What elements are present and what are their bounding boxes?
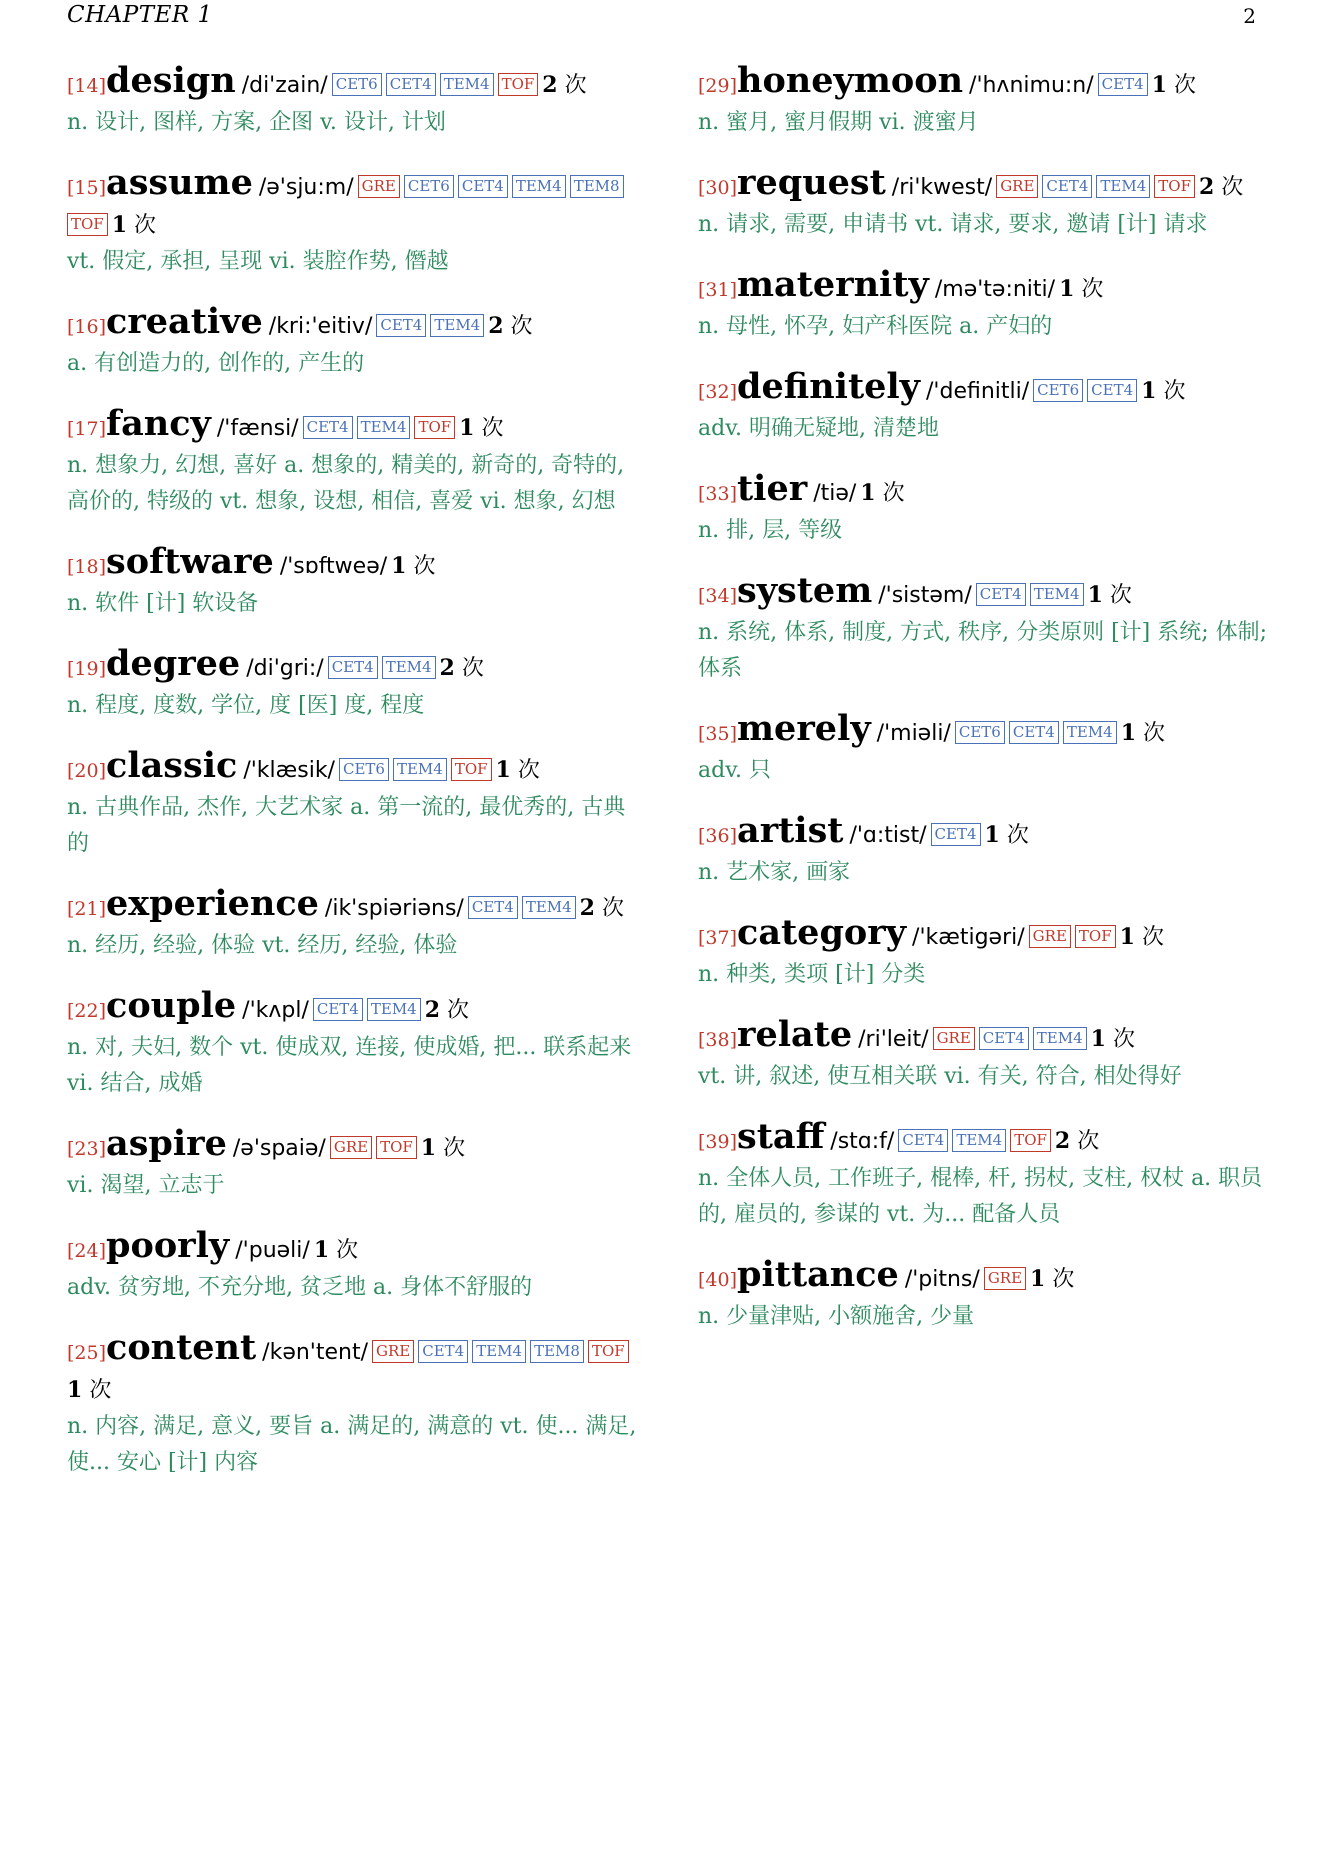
exam-tag: CET4 bbox=[376, 314, 426, 337]
occurrence-unit: 次 bbox=[134, 213, 157, 238]
exam-tag: CET4 bbox=[313, 998, 363, 1021]
phonetic: /'pitns/ bbox=[904, 1267, 980, 1292]
entry-headline bbox=[67, 747, 637, 790]
phonetic: /ə'spaiə/ bbox=[232, 1136, 326, 1161]
vocab-entry bbox=[698, 266, 1268, 345]
occurrence-count: 2 bbox=[542, 72, 558, 98]
entry-headline bbox=[698, 470, 1268, 513]
vocab-entry bbox=[67, 1329, 637, 1481]
exam-tag: CET4 bbox=[1042, 175, 1092, 198]
entry-headline bbox=[67, 164, 637, 244]
occurrence-unit: 次 bbox=[517, 758, 540, 783]
phonetic: /'kætigəri/ bbox=[912, 925, 1025, 950]
entry-headline bbox=[698, 266, 1268, 309]
entry-headline bbox=[67, 1125, 637, 1168]
exam-tag: TEM4 bbox=[1063, 721, 1117, 744]
entry-headline bbox=[698, 1256, 1268, 1299]
exam-tag: CET4 bbox=[303, 416, 353, 439]
vocab-entry bbox=[698, 470, 1268, 549]
headword: creative bbox=[106, 301, 263, 342]
entry-number: [20] bbox=[67, 760, 107, 782]
occurrence-unit: 次 bbox=[461, 656, 484, 681]
definition: n. 请求, 需要, 申请书 vt. 请求, 要求, 邀请 [计] 请求 bbox=[698, 212, 1208, 237]
vocab-entry bbox=[698, 1016, 1268, 1095]
headword: poorly bbox=[106, 1225, 230, 1266]
occurrence-count: 1 bbox=[111, 212, 128, 238]
exam-tag: CET4 bbox=[979, 1027, 1029, 1050]
phonetic: /'ɑ:tist/ bbox=[849, 823, 927, 848]
entry-number: [17] bbox=[67, 418, 107, 440]
exam-tag: CET4 bbox=[468, 896, 518, 919]
occurrence-unit: 次 bbox=[1221, 175, 1244, 200]
occurrence-count: 2 bbox=[579, 895, 595, 921]
exam-tag: CET4 bbox=[1087, 379, 1137, 402]
vocab-entry bbox=[698, 812, 1268, 891]
exam-tag: CET6 bbox=[332, 73, 382, 96]
entry-number: [40] bbox=[698, 1269, 738, 1291]
occurrence-count: 2 bbox=[1198, 174, 1215, 200]
vocab-entry bbox=[698, 368, 1268, 447]
exam-tag: CET6 bbox=[955, 721, 1005, 744]
entry-headline bbox=[67, 987, 637, 1030]
entry-headline bbox=[67, 405, 637, 448]
entry-headline bbox=[67, 1227, 637, 1270]
occurrence-count: 1 bbox=[1119, 924, 1135, 950]
headword: fancy bbox=[106, 403, 211, 444]
vocab-entry bbox=[67, 62, 637, 141]
exam-tag: GRE bbox=[933, 1027, 975, 1050]
exam-tag: TOF bbox=[498, 73, 539, 96]
headword: classic bbox=[106, 745, 238, 786]
phonetic: /'sɒftweə/ bbox=[279, 554, 388, 579]
page-number: 2 bbox=[1243, 4, 1256, 28]
entry-number: [38] bbox=[698, 1029, 738, 1051]
exam-tag: CET4 bbox=[386, 73, 436, 96]
occurrence-unit: 次 bbox=[447, 998, 470, 1023]
headword: system bbox=[737, 570, 873, 611]
vocab-entry bbox=[67, 885, 637, 964]
exam-tag: TEM4 bbox=[1030, 583, 1084, 606]
phonetic: /'sistəm/ bbox=[878, 583, 972, 608]
vocab-entry bbox=[698, 572, 1268, 687]
exam-tag: GRE bbox=[1029, 925, 1071, 948]
occurrence-unit: 次 bbox=[1173, 73, 1196, 98]
entry-number: [23] bbox=[67, 1138, 107, 1160]
exam-tag: TEM4 bbox=[430, 314, 484, 337]
occurrence-unit: 次 bbox=[1077, 1129, 1100, 1154]
headword: design bbox=[106, 60, 236, 101]
phonetic: /kri:'eitiv/ bbox=[268, 314, 373, 339]
definition: adv. 贫穷地, 不充分地, 贫乏地 a. 身体不舒服的 bbox=[67, 1275, 533, 1300]
exam-tag: TEM4 bbox=[367, 998, 421, 1021]
phonetic: /di'zain/ bbox=[241, 73, 328, 98]
exam-tag: TOF bbox=[588, 1340, 629, 1363]
occurrence-unit: 次 bbox=[882, 481, 905, 506]
entry-number: [39] bbox=[698, 1131, 738, 1153]
exam-tag: CET4 bbox=[328, 656, 378, 679]
right-column bbox=[698, 62, 1268, 1358]
definition: n. 内容, 满足, 意义, 要旨 a. 满足的, 满意的 vt. 使... 满足, 使... 安心 [计] 内容 bbox=[67, 1414, 637, 1475]
exam-tag: GRE bbox=[358, 175, 400, 198]
definition: n. 古典作品, 杰作, 大艺术家 a. 第一流的, 最优秀的, 古典的 bbox=[67, 795, 626, 856]
occurrence-count: 1 bbox=[1120, 720, 1136, 746]
exam-tag: GRE bbox=[372, 1340, 414, 1363]
exam-tag: TEM8 bbox=[570, 175, 624, 198]
occurrence-unit: 次 bbox=[1143, 721, 1166, 746]
entry-headline bbox=[698, 812, 1268, 855]
occurrence-count: 1 bbox=[1059, 276, 1075, 302]
exam-tag: GRE bbox=[984, 1267, 1026, 1290]
entry-number: [24] bbox=[67, 1240, 107, 1262]
occurrence-unit: 次 bbox=[481, 416, 504, 441]
definition: n. 蜜月, 蜜月假期 vi. 渡蜜月 bbox=[698, 110, 979, 135]
exam-tag: TOF bbox=[1154, 175, 1195, 198]
exam-tag: CET6 bbox=[404, 175, 454, 198]
entry-number: [35] bbox=[698, 723, 738, 745]
exam-tag: TEM4 bbox=[522, 896, 576, 919]
phonetic: /'miəli/ bbox=[876, 721, 951, 746]
exam-tag: CET6 bbox=[339, 758, 389, 781]
phonetic: /'kʌpl/ bbox=[242, 998, 309, 1023]
phonetic: /ik'spiəriəns/ bbox=[324, 896, 464, 921]
exam-tag: TEM4 bbox=[393, 758, 447, 781]
exam-tag: GRE bbox=[330, 1136, 372, 1159]
occurrence-count: 1 bbox=[1151, 72, 1167, 98]
definition: n. 艺术家, 画家 bbox=[698, 860, 851, 885]
vocab-entry bbox=[698, 62, 1268, 141]
definition: n. 全体人员, 工作班子, 棍棒, 杆, 拐杖, 支柱, 权杖 a. 职员的, 雇员的, 参谋的 vt. 为... 配备人员 bbox=[698, 1166, 1263, 1227]
entry-number: [15] bbox=[67, 177, 107, 199]
entry-number: [21] bbox=[67, 898, 107, 920]
definition: vt. 假定, 承担, 呈现 vi. 装腔作势, 僭越 bbox=[67, 249, 449, 274]
exam-tag: CET4 bbox=[898, 1129, 948, 1152]
headword: couple bbox=[106, 985, 237, 1026]
occurrence-count: 2 bbox=[488, 313, 504, 339]
exam-tag: CET6 bbox=[1033, 379, 1083, 402]
exam-tag: TEM4 bbox=[382, 656, 436, 679]
phonetic: /'hʌnimu:n/ bbox=[969, 73, 1094, 98]
phonetic: /kən'tent/ bbox=[262, 1340, 368, 1365]
definition: n. 软件 [计] 软设备 bbox=[67, 591, 259, 616]
phonetic: /di'gri:/ bbox=[246, 656, 324, 681]
occurrence-count: 1 bbox=[860, 480, 876, 506]
occurrence-count: 1 bbox=[1141, 378, 1157, 404]
vocab-entry bbox=[67, 1227, 637, 1306]
definition: n. 系统, 体系, 制度, 方式, 秩序, 分类原则 [计] 系统; 体制; 体系 bbox=[698, 620, 1268, 681]
definition: a. 有创造力的, 创作的, 产生的 bbox=[67, 351, 365, 376]
vocab-entry bbox=[67, 747, 637, 862]
entry-number: [16] bbox=[67, 316, 107, 338]
exam-tag: CET4 bbox=[418, 1340, 468, 1363]
headword: artist bbox=[737, 810, 844, 851]
definition: n. 母性, 怀孕, 妇产科医院 a. 产妇的 bbox=[698, 314, 1053, 339]
exam-tag: TEM4 bbox=[1033, 1027, 1087, 1050]
exam-tag: TEM4 bbox=[512, 175, 566, 198]
entry-number: [22] bbox=[67, 1000, 107, 1022]
entry-headline bbox=[698, 368, 1268, 411]
occurrence-count: 1 bbox=[391, 553, 407, 579]
occurrence-count: 1 bbox=[495, 757, 511, 783]
entry-number: [18] bbox=[67, 556, 107, 578]
phonetic: /ri'kwest/ bbox=[891, 175, 993, 200]
entry-number: [37] bbox=[698, 927, 738, 949]
vocab-entry bbox=[698, 1118, 1268, 1233]
occurrence-unit: 次 bbox=[1141, 925, 1164, 950]
vocab-entry bbox=[698, 1256, 1268, 1335]
vocab-entry bbox=[67, 543, 637, 622]
headword: experience bbox=[106, 883, 319, 924]
exam-tag: TEM8 bbox=[530, 1340, 584, 1363]
entry-headline bbox=[67, 885, 637, 928]
entry-number: [19] bbox=[67, 658, 107, 680]
headword: content bbox=[106, 1327, 257, 1368]
entry-number: [31] bbox=[698, 279, 738, 301]
entry-headline bbox=[698, 914, 1268, 957]
entry-headline bbox=[698, 164, 1268, 207]
occurrence-unit: 次 bbox=[564, 73, 587, 98]
definition: n. 经历, 经验, 体验 vt. 经历, 经验, 体验 bbox=[67, 933, 458, 958]
phonetic: /mə'tə:niti/ bbox=[934, 277, 1056, 302]
vocab-entry bbox=[67, 405, 637, 520]
headword: staff bbox=[737, 1116, 825, 1157]
exam-tag: TOF bbox=[414, 416, 455, 439]
occurrence-unit: 次 bbox=[1109, 583, 1132, 608]
occurrence-unit: 次 bbox=[1163, 379, 1186, 404]
entry-number: [32] bbox=[698, 381, 738, 403]
occurrence-count: 1 bbox=[67, 1377, 83, 1403]
chapter-title: CHAPTER 1 bbox=[67, 2, 213, 28]
exam-tag: TEM4 bbox=[1096, 175, 1150, 198]
entry-number: [33] bbox=[698, 483, 738, 505]
exam-tag: CET4 bbox=[1009, 721, 1059, 744]
exam-tag: TEM4 bbox=[357, 416, 411, 439]
occurrence-unit: 次 bbox=[1052, 1267, 1075, 1292]
definition: n. 排, 层, 等级 bbox=[698, 518, 843, 543]
phonetic: /'klæsik/ bbox=[243, 758, 335, 783]
exam-tag: TOF bbox=[376, 1136, 417, 1159]
headword: relate bbox=[737, 1014, 853, 1055]
entry-number: [25] bbox=[67, 1342, 107, 1364]
headword: tier bbox=[737, 468, 808, 509]
entry-headline bbox=[698, 1016, 1268, 1059]
occurrence-count: 1 bbox=[420, 1135, 437, 1161]
exam-tag: CET4 bbox=[458, 175, 508, 198]
occurrence-unit: 次 bbox=[336, 1238, 359, 1263]
exam-tag: TEM4 bbox=[952, 1129, 1006, 1152]
occurrence-count: 2 bbox=[424, 997, 441, 1023]
entry-headline bbox=[67, 62, 637, 105]
phonetic: /'puəli/ bbox=[235, 1238, 310, 1263]
entry-headline bbox=[67, 1329, 637, 1409]
occurrence-unit: 次 bbox=[1081, 277, 1104, 302]
headword: definitely bbox=[737, 366, 921, 407]
headword: degree bbox=[106, 643, 241, 684]
phonetic: /'definitli/ bbox=[926, 379, 1030, 404]
occurrence-count: 1 bbox=[1030, 1266, 1046, 1292]
occurrence-count: 1 bbox=[459, 415, 475, 441]
occurrence-unit: 次 bbox=[1006, 823, 1029, 848]
vocab-entry bbox=[67, 1125, 637, 1204]
entry-number: [29] bbox=[698, 75, 738, 97]
headword: assume bbox=[106, 162, 253, 203]
phonetic: /'fænsi/ bbox=[216, 416, 299, 441]
occurrence-unit: 次 bbox=[1112, 1027, 1135, 1052]
definition: adv. 明确无疑地, 清楚地 bbox=[698, 416, 939, 441]
phonetic: /ə'sju:m/ bbox=[258, 175, 354, 200]
exam-tag: TEM4 bbox=[440, 73, 494, 96]
vocab-entry bbox=[698, 914, 1268, 993]
occurrence-unit: 次 bbox=[510, 314, 533, 339]
occurrence-unit: 次 bbox=[89, 1378, 112, 1403]
headword: category bbox=[737, 912, 907, 953]
occurrence-count: 1 bbox=[1090, 1026, 1106, 1052]
occurrence-unit: 次 bbox=[413, 554, 436, 579]
entry-headline bbox=[67, 303, 637, 346]
exam-tag: TOF bbox=[67, 213, 108, 236]
phonetic: /ri'leit/ bbox=[858, 1027, 929, 1052]
vocab-entry bbox=[67, 987, 637, 1102]
headword: maternity bbox=[737, 264, 929, 305]
entry-headline bbox=[698, 1118, 1268, 1161]
headword: merely bbox=[737, 708, 871, 749]
occurrence-count: 1 bbox=[313, 1237, 330, 1263]
entry-number: [30] bbox=[698, 177, 738, 199]
headword: pittance bbox=[737, 1254, 899, 1295]
headword: request bbox=[737, 162, 886, 203]
occurrence-count: 2 bbox=[1054, 1128, 1071, 1154]
occurrence-unit: 次 bbox=[601, 896, 624, 921]
entry-headline bbox=[698, 572, 1268, 615]
definition: n. 种类, 类项 [计] 分类 bbox=[698, 962, 926, 987]
exam-tag: CET4 bbox=[1098, 73, 1148, 96]
definition: n. 少量津贴, 小额施舍, 少量 bbox=[698, 1304, 975, 1329]
exam-tag: GRE bbox=[996, 175, 1038, 198]
vocab-entry bbox=[698, 710, 1268, 789]
entry-headline bbox=[67, 543, 637, 586]
definition: vi. 渴望, 立志于 bbox=[67, 1173, 225, 1198]
occurrence-count: 2 bbox=[439, 655, 455, 681]
headword: aspire bbox=[106, 1123, 227, 1164]
headword: software bbox=[106, 541, 274, 582]
exam-tag: CET4 bbox=[976, 583, 1026, 606]
occurrence-unit: 次 bbox=[443, 1136, 466, 1161]
vocab-entry bbox=[67, 303, 637, 382]
definition: n. 程度, 度数, 学位, 度 [医] 度, 程度 bbox=[67, 693, 425, 718]
vocab-entry bbox=[67, 164, 637, 280]
occurrence-count: 1 bbox=[984, 822, 1000, 848]
exam-tag: CET4 bbox=[931, 823, 981, 846]
exam-tag: TOF bbox=[1075, 925, 1116, 948]
headword: honeymoon bbox=[737, 60, 964, 101]
definition: n. 设计, 图样, 方案, 企图 v. 设计, 计划 bbox=[67, 110, 446, 135]
exam-tag: TOF bbox=[451, 758, 492, 781]
phonetic: /tiə/ bbox=[813, 481, 857, 506]
vocab-entry bbox=[698, 164, 1268, 243]
entry-headline bbox=[698, 62, 1268, 105]
definition: vt. 讲, 叙述, 使互相关联 vi. 有关, 符合, 相处得好 bbox=[698, 1064, 1182, 1089]
definition: n. 想象力, 幻想, 喜好 a. 想象的, 精美的, 新奇的, 奇特的, 高价的, 特级的 vt. 想象, 设想, 相信, 喜爱 vi. 想象, 幻想 bbox=[67, 453, 625, 514]
left-column bbox=[67, 62, 637, 1504]
definition: n. 对, 夫妇, 数个 vt. 使成双, 连接, 使成婚, 把... 联系起来 vi. 结合, 成婚 bbox=[67, 1035, 632, 1096]
entry-headline bbox=[698, 710, 1268, 753]
entry-number: [36] bbox=[698, 825, 738, 847]
entry-number: [14] bbox=[67, 75, 107, 97]
entry-number: [34] bbox=[698, 585, 738, 607]
entry-headline bbox=[67, 645, 637, 688]
vocab-entry bbox=[67, 645, 637, 724]
phonetic: /stɑ:f/ bbox=[830, 1129, 895, 1154]
definition: adv. 只 bbox=[698, 758, 772, 783]
occurrence-count: 1 bbox=[1087, 582, 1103, 608]
exam-tag: TOF bbox=[1010, 1129, 1051, 1152]
exam-tag: TEM4 bbox=[472, 1340, 526, 1363]
